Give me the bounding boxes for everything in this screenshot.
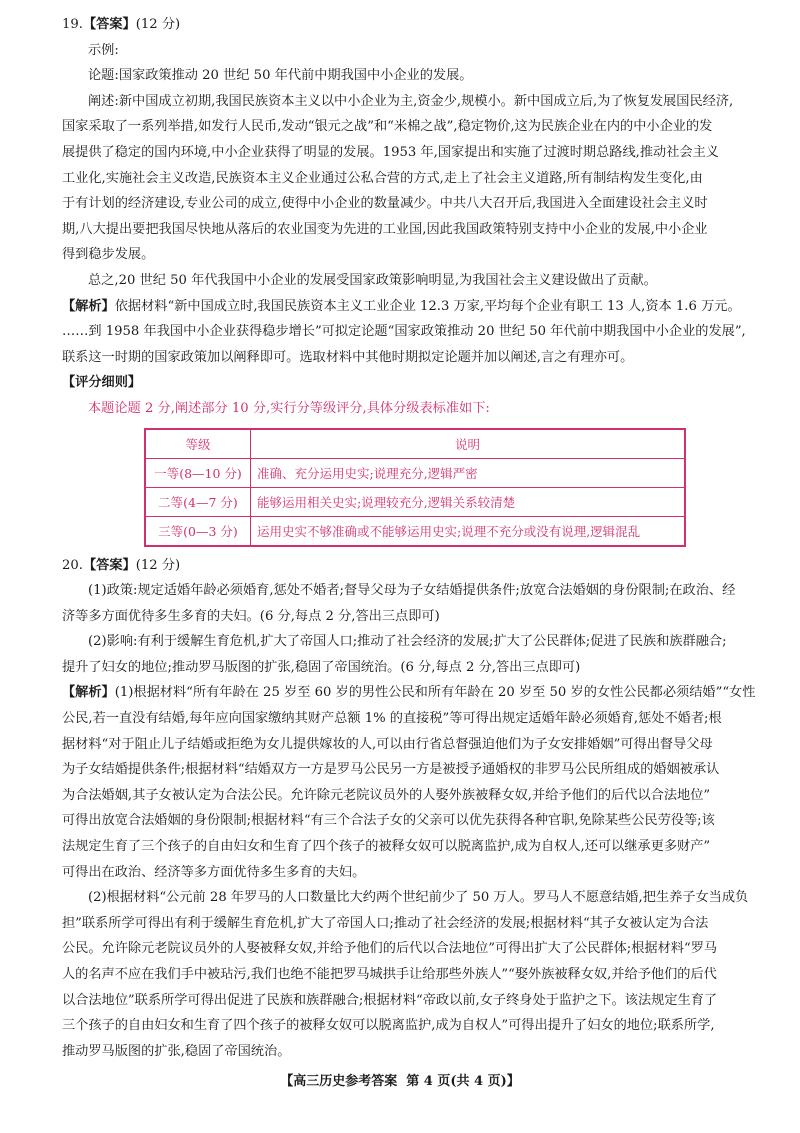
q20-analysis1-line: 据材料“对于阻止儿子结婚或拒绝为女儿提供嫁妆的人,可以由行省总督强迫他们为子女安排婚姻”可得出督导父母 [62, 736, 713, 752]
q19-analysis-line: 依据材料“新中国成立时,我国民族资本主义工业企业 12.3 万家,平均每个企业有职工 13 人,资本 1.6 万元。 [114, 298, 741, 314]
q19-body-line: 展提供了稳定的国内环境,中小企业获得了明显的发展。1953 年,国家提出和实施了过渡时期总路线,推动社会主义 [62, 144, 719, 160]
grading-header-level: 等级 [145, 429, 251, 459]
q19-heading [62, 12, 757, 38]
grading-table [144, 428, 686, 547]
q20-answer1-line: (1)政策:规定适婚年龄必须婚育,惩处不婚者;督导父母为子女结婚提供条件;放宽合法婚姻的身份限制;在政治、经 [88, 583, 736, 599]
grading-level: 二等(4—7 分) [145, 487, 251, 516]
q19-analysis-line: ……到 1958 年我国中小企业获得稳步增长”可拟定论题“国家政策推动 20 世纪 50 年代前中期我国中小企业的发展”, [62, 324, 746, 340]
q20-answer-tag: 【答案】 [82, 557, 136, 573]
q20-analysis1-line: 可得出放宽合法婚姻的身份限制;根据材料“有三个合法子女的父亲可以优先获得各种官职,免除某些公民劳役等;该 [62, 813, 715, 829]
answer-page [62, 10, 757, 1064]
q20-analysis1-line: 公民,若一直没有结婚,每年应向国家缴纳其财产总额 1% 的直接税”等可得出规定适婚年龄必须婚育,惩处不婚者;根 [62, 711, 722, 727]
q19-analysis-tag: 【解析】 [62, 298, 115, 314]
q20-analysis2-line: 担”联系所学可得出有利于缓解生育危机,扩大了帝国人口;推动了社会经济的发展;根据材料“其子女被认定为合法 [62, 915, 709, 931]
q20-analysis-tag: 【解析】 [62, 685, 115, 701]
q19-body-line: 工业化,实施社会主义改造,民族资本主义企业通过公私合营的方式,走上了社会主义道路,所有制结构发生变化,由 [62, 170, 703, 186]
rubric-tag-text: 【评分细则】 [62, 375, 142, 391]
q20-answer2-line: 提升了妇女的地位;推动罗马版图的扩张,稳固了帝国统治。(6 分,每点 2 分,答出三点即可) [62, 659, 581, 675]
grading-desc: 运用史实不够准确或不能够运用史实;说理不充分或没有说理,逻辑混乱 [251, 516, 686, 546]
grading-desc: 能够运用相关史实;说理较充分,逻辑关系较清楚 [251, 487, 686, 516]
q19-analysis-first [62, 294, 757, 320]
table-row [145, 458, 685, 487]
q20-heading [62, 553, 757, 579]
q20-analysis1-line: 法规定生育了三个孩子的自由妇女和生育了四个孩子的被释女奴可以脱离监护,成为自权人,还可以继承更多财产” [62, 839, 711, 855]
q19-analysis-line: 联系这一时期的国家政策加以阐释即可。选取材料中其他时期拟定论题并加以阐述,言之有理亦可。 [62, 349, 634, 365]
q20-analysis1-line: 为子女结婚提供条件;根据材料“结婚双方一方是罗马公民另一方是被授予通婚权的非罗马公民所组成的婚姻被承认 [62, 762, 720, 778]
q19-thesis: 论题:国家政策推动 20 世纪 50 年代前中期我国中小企业的发展。 [88, 68, 473, 84]
q19-body [62, 89, 757, 268]
q20-analysis-first [62, 680, 757, 706]
q20-analysis1-line: 为合法婚姻,其子女被认定为合法公民。允许除元老院议员外的人娶外族被释女奴,并给予他们的后代以合法地位” [62, 787, 711, 803]
q19-conclusion: 总之,20 世纪 50 年代我国中小企业的发展受国家政策影响明显,为我国社会主义建设做出了贡献。 [88, 272, 657, 288]
q20-analysis2-line: 人的名声不应在我们手中被玷污,我们也绝不能把罗马城拱手让给那些外族人”“娶外族被释女奴,并给予他们的后代 [62, 967, 717, 982]
q20-analysis2-line: (2)根据材料“公元前 28 年罗马的人口数量比大约两个世纪前少了 50 万人。罗马人不愿意结婚,把生养子女当成负 [88, 890, 749, 906]
q19-number: 19. [62, 17, 83, 32]
footer-title: 【高三历史参考答案 [280, 1074, 398, 1089]
grading-header-desc: 说明 [251, 429, 686, 459]
q20-analysis2-line: 公民。允许除元老院议员外的人娶被释女奴,并给予他们的后代以合法地位”可得出扩大了公民群体;根据材料“罗马 [62, 941, 718, 957]
grading-level: 一等(8—10 分) [145, 458, 251, 487]
table-row [145, 487, 685, 516]
q19-rubric-tag [62, 370, 757, 396]
q20-analysis2-line: 以合法地位”联系所学可得出促进了民族和族群融合;根据材料“帝政以前,女子终身处于监护之下。该法规定生育了 [62, 992, 718, 1008]
q19-rubric-intro: 本题论题 2 分,阐述部分 10 分,实行分等级评分,具体分级表标准如下: [88, 400, 490, 416]
q20-score: (12 分) [135, 557, 181, 573]
q19-body-line: 国家采取了一系列举措,如发行人民币,发动“银元之战”和“米棉之战”,稳定物价,这为民族企业在内的中小企业的发 [62, 119, 713, 135]
table-row [145, 516, 685, 546]
page-footer [0, 1070, 800, 1089]
q20-number: 20. [62, 557, 83, 573]
q20-analysis2-line: 三个孩子的自由妇女和生育了四个孩子的被释女奴可以脱离监护,成为自权人”可得出提升了妇女的地位;联系所学, [62, 1018, 715, 1034]
q19-body-line: 于有计划的经济建设,专业公司的成立,使得中小企业的数量减少。中共八大召开后,我国进入全面建设社会主义时 [62, 196, 708, 212]
grading-desc: 准确、充分运用史实;说理充分,逻辑严密 [251, 458, 686, 487]
q19-body-line: 期,八大提出要把我国尽快地从落后的农业国变为先进的工业国,因此我国政策特别支持中小企业的发展,中小企业 [62, 221, 708, 237]
grading-table-header [145, 429, 685, 459]
q20-analysis1-line: (1)根据材料“所有年龄在 25 岁至 60 岁的男性公民和所有年龄在 20 岁至 50 岁的女性公民都必须结婚”“女性 [114, 685, 756, 701]
q19-score: (12 分) [135, 17, 181, 32]
q20-answer1-line: 济等多方面优待多生多育的夫妇。(6 分,每点 2 分,答出三点即可) [62, 608, 440, 624]
q19-example: 示例: [88, 42, 119, 58]
q20-answer2-line: (2)影响:有利于缓解生育危机,扩大了帝国人口;推动了社会经济的发展;扩大了公民群体;促进了民族和族群融合; [88, 634, 727, 650]
q19-answer-tag: 【答案】 [82, 17, 136, 32]
grading-level: 三等(0—3 分) [145, 516, 251, 546]
q20-analysis2-line: 推动罗马版图的扩张,稳固了帝国统治。 [62, 1043, 291, 1059]
q19-body-line: 阐述:新中国成立初期,我国民族资本主义以中小企业为主,资金少,规模小。新中国成立后,为了恢复发展国民经济, [88, 93, 734, 109]
q20-analysis1-line: 可得出在政治、经济等多方面优待多生多育的夫妇。 [62, 864, 366, 880]
q19-body-line: 得到稳步发展。 [62, 247, 155, 263]
footer-page-number: 第 4 页(共 4 页)】 [406, 1074, 520, 1089]
